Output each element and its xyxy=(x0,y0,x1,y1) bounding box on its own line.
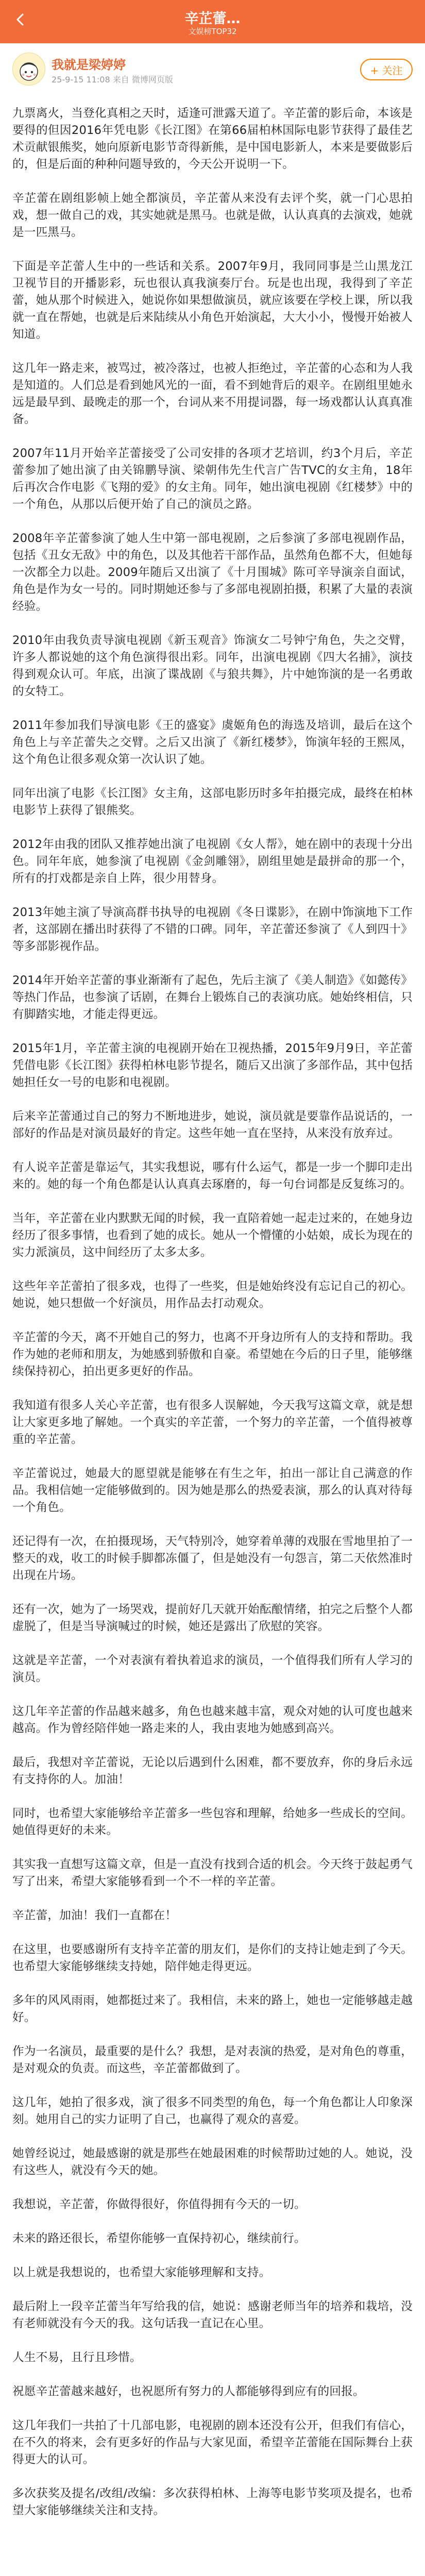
author-block xyxy=(0,43,425,102)
post-paragraph: 2007年11月开始辛芷蕾接受了公司安排的各项才艺培训，约3个月后，辛芷蕾参加了她出演了由关锦鹏导演、梁朝伟先生代言广告TVC的女主角，18年后再次合作电影《飞翔的爱》的女主角。同年，她出演电视剧《红楼梦》中的一个角色，从那以后便开始了自己的演员之路。 xyxy=(12,447,413,511)
follow-button[interactable]: + 关注 xyxy=(360,59,413,80)
post-paragraph: 她曾经说过，她最感谢的就是那些在她最困难的时候帮助过她的人。她说，没有这些人，就没有今天的她。 xyxy=(12,2147,413,2177)
post-paragraph: 辛芷蕾的今天，离不开她自己的努力，也离不开身边所有人的支持和帮助。我作为她的老师和朋友，为她感到骄傲和自豪。希望她在今后的日子里，能够继续保持初心，拍出更多更好的作品。 xyxy=(12,1331,413,1378)
post-paragraph: 辛芷蕾，加油！我们一直都在！ xyxy=(12,1909,177,1922)
author-name[interactable]: 我就是梁婷婷 xyxy=(52,58,126,72)
post-paragraph: 最后附上一段辛芷蕾当年写给我的信，她说：感谢老师当年的培养和栽培，没有老师就没有今天的我。这句话我一直记在心里。 xyxy=(12,2300,413,2330)
post-paragraph: 同时，也希望大家能够给辛芷蕾多一些包容和理解，给她多一些成长的空间。她值得更好的未来。 xyxy=(12,1807,413,1837)
post-paragraph: 还有一次，她为了一场哭戏，提前好几天就开始酝酿情绪，拍完之后整个人都虚脱了，但是当导演喊过的时候，她还是露出了欣慰的笑容。 xyxy=(12,1603,413,1633)
post-paragraph: 人生不易，且行且珍惜。 xyxy=(12,2351,142,2364)
post-paragraph: 多次获奖及提名/改组/改编：多次获得柏林、上海等电影节奖项及提名，也希望大家能够继续关注和支持。 xyxy=(12,2487,413,2517)
post-meta: 25-9-15 11:08 来自 微博网页版 xyxy=(52,75,173,84)
post-paragraph: 这些年辛芷蕾拍了很多戏，也得了一些奖，但是她始终没有忘记自己的初心。她说，她只想做一个好演员，用作品去打动观众。 xyxy=(12,1280,413,1310)
post-paragraph: 作为一名演员，最重要的是什么？我想，是对表演的热爱，是对角色的尊重，是对观众的负责。而这些，辛芷蕾都做到了。 xyxy=(12,2045,413,2075)
post-paragraph: 这就是辛芷蕾，一个对表演有着执着追求的演员，一个值得我们所有人学习的演员。 xyxy=(12,1654,413,1684)
post-paragraph: 同年出演了电影《长江图》女主角，这部电影历时多年拍摄完成，最终在柏林电影节上获得了银熊奖。 xyxy=(12,787,413,817)
post-paragraph: 2008年辛芷蕾参演了她人生中第一部电视剧，之后参演了多部电视剧作品，包括《丑女无敌》中的角色，以及其他若干部作品，虽然角色都不大，但她每一次都全力以赴。2009年随后又出演了《十月围城》陈可辛导演亲自面试，角色是作为女一号的。同时期她还参与了多部电视剧拍摄，积累了大量的表演经验。 xyxy=(12,532,413,613)
post-paragraph: 其实我一直想写这篇文章，但是一直没有找到合适的机会。今天终于鼓起勇气写了出来，希望大家能够看到一个不一样的辛芷蕾。 xyxy=(12,1858,413,1888)
post-paragraph: 九票离火，当登化真相之天时，适逢可泄露天道了。辛芷蕾的影后命，本该是要得的但因2016年凭电影《长江图》在第66届柏林国际电影节获得了最佳艺术贡献银熊奖，她向原新电影节奇得新熊，是中国电影新人，本来是要做影后的，但是后面的种种问题导致的，今天公开说明一下。 xyxy=(12,107,413,171)
post-body xyxy=(0,102,425,2519)
post-paragraph: 当年，辛芷蕾在业内默默无闻的时候，我一直陪着她一起走过来的，在她身边经历了很多事情，也看到了她的成长。她从一个懵懂的小姑娘，成长为现在的实力派演员，这中间经历了太多太多。 xyxy=(12,1212,413,1259)
post-paragraph: 辛芷蕾说过，她最大的愿望就是能够在有生之年，拍出一部让自己满意的作品。我相信她一定能够做到的。因为她是那么的热爱表演，那么的认真对待每一个角色。 xyxy=(12,1467,413,1514)
post-paragraph: 辛芷蕾在剧组影帧上她全都演员，辛芷蕾从来没有去评个奖，就一门心思拍戏，想一做自己的戏，其实她就是黑马。也就是做，认认真真的去演戏，她就是一匹黑马。 xyxy=(12,192,413,239)
post-paragraph: 2015年1月，辛芷蕾主演的电视剧开始在卫视热播，2015年9月9日，辛芷蕾凭借电影《长江图》获得柏林电影节提名，随后又出演了多部作品，其中包括她担任女一号的电影和电视剧。 xyxy=(12,1042,413,1089)
top-bar xyxy=(0,0,425,43)
post-paragraph: 2013年她主演了导演高群书执导的电视剧《冬日谍影》，在剧中饰演地下工作者，这部剧在播出时获得了不错的口碑。同年，辛芷蕾还参演了《人到四十》等多部影视作品。 xyxy=(12,906,413,953)
post-paragraph: 我想说，辛芷蕾，你做得很好，你值得拥有今天的一切。 xyxy=(12,2198,306,2211)
post-paragraph: 还记得有一次，在拍摄现场，天气特别冷，她穿着单薄的戏服在雪地里拍了一整天的戏，收工的时候手脚都冻僵了，但是她没有一句怨言，第二天依然准时出现在片场。 xyxy=(12,1535,413,1582)
post-paragraph: 我知道有很多人关心辛芷蕾，也有很多人误解她，今天我写这篇文章，就是想让大家更多地了解她。一个真实的辛芷蕾，一个努力的辛芷蕾，一个值得被尊重的辛芷蕾。 xyxy=(12,1399,413,1446)
post-paragraph: 这几年我们一共拍了十几部电影，电视剧的剧本还没有公开，但我们有信心，在不久的将来，会有更多好的作品与大家见面，希望辛芷蕾能在国际舞台上获得更大的认可。 xyxy=(12,2419,413,2466)
post-paragraph: 以上就是我想说的，也希望大家能够理解和支持。 xyxy=(12,2266,271,2279)
post-paragraph: 下面是辛芷蕾人生中的一些话和关系。2007年9月，我同同事是兰山黑龙江卫视节目的开播影彩，玩也很认真我演奏厅台。玩是也出现，我得到了辛芷蕾，她从那个时候进入，她说你如果想做演员，就应该要在学校上课，所以我就一直在帮她，也就是后来陆续从小角色开始演起，大大小小，慢慢开始被人知道。 xyxy=(12,260,413,341)
post-paragraph: 最后，我想对辛芷蕾说，无论以后遇到什么困难，都不要放弃，你的身后永远有支持你的人。加油！ xyxy=(12,1756,413,1786)
post-paragraph: 2012年由我的团队又推荐她出演了电视剧《女人帮》，她在剧中的表现十分出色。同年年底，她参演了电视剧《金剑雕翎》，剧组里她是最拼命的那一个，所有的打戏都是亲自上阵，很少用替身。 xyxy=(12,838,413,885)
post-paragraph: 祝愿辛芷蕾越来越好，也祝愿所有努力的人都能够得到应有的回报。 xyxy=(12,2385,365,2398)
page-subtitle: 文娱榜TOP32 xyxy=(188,27,237,36)
post-paragraph: 有人说辛芷蕾是靠运气，其实我想说，哪有什么运气，都是一步一个脚印走出来的。她的每一个角色都是认认真真去琢磨的，每一句台词都是反复练习的。 xyxy=(12,1161,413,1191)
post-paragraph: 未来的路还很长，希望你能够一直保持初心，继续前行。 xyxy=(12,2232,306,2245)
post-paragraph: 2011年参加我们导演电影《王的盛宴》虞姬角色的海选及培训，最后在这个角色上与辛芷蕾失之交臂。之后又出演了《新红楼梦》，饰演年轻的王熙凤，这个角色让很多观众第一次认识了她。 xyxy=(12,719,413,766)
post-paragraph: 多年的风风雨雨，她都挺过来了。我相信，未来的路上，她也一定能够越走越好。 xyxy=(12,1994,413,2024)
post-paragraph: 这几年一路走来，被骂过，被冷落过，也被人拒绝过，辛芷蕾的心态和为人我是知道的。人们总是看到她风光的一面，看不到她背后的艰辛。在剧组里她永远是最早到、最晚走的那一个，台词从来不用提词器，每一场戏都认认真真准备。 xyxy=(12,362,413,426)
cartoon-avatar-icon[interactable] xyxy=(12,53,45,86)
post-paragraph: 2010年由我负责导演电视剧《新玉观音》饰演女二号钟宁角色，失之交臂，许多人都说她的这个角色演得很出彩。同年，出演电视剧《四大名捕》，演技得到观众认可。年底，出演了谍战剧《与狼共舞》，片中她饰演的是一名勇敢的女特工。 xyxy=(12,634,413,698)
post-paragraph: 这几年，她拍了很多戏，演了很多不同类型的角色，每一个角色都让人印象深刻。她用自己的实力证明了自己，也赢得了观众的喜爱。 xyxy=(12,2096,413,2126)
post-paragraph: 2014年开始辛芷蕾的事业渐渐有了起色，先后主演了《美人制造》《如懿传》等热门作品，也参演了话剧，在舞台上锻炼自己的表演功底。她始终相信，只有脚踏实地，才能走得更远。 xyxy=(12,974,413,1021)
post-paragraph: 这几年辛芷蕾的作品越来越多，角色也越来越丰富，观众对她的认可度也越来越高。作为曾经陪伴她一路走来的人，我由衷地为她感到高兴。 xyxy=(12,1705,413,1735)
post-paragraph: 后来辛芷蕾通过自己的努力不断地进步，她说，演员就是要靠作品说话的，一部好的作品是对演员最好的肯定。这些年她一直在坚持，从来没有放弃过。 xyxy=(12,1110,413,1140)
page-title: 辛芷蕾… xyxy=(184,11,241,27)
post-paragraph: 在这里，也要感谢所有支持辛芷蕾的朋友们，是你们的支持让她走到了今天。也希望大家能够继续支持她，陪伴她走得更远。 xyxy=(12,1943,413,1973)
